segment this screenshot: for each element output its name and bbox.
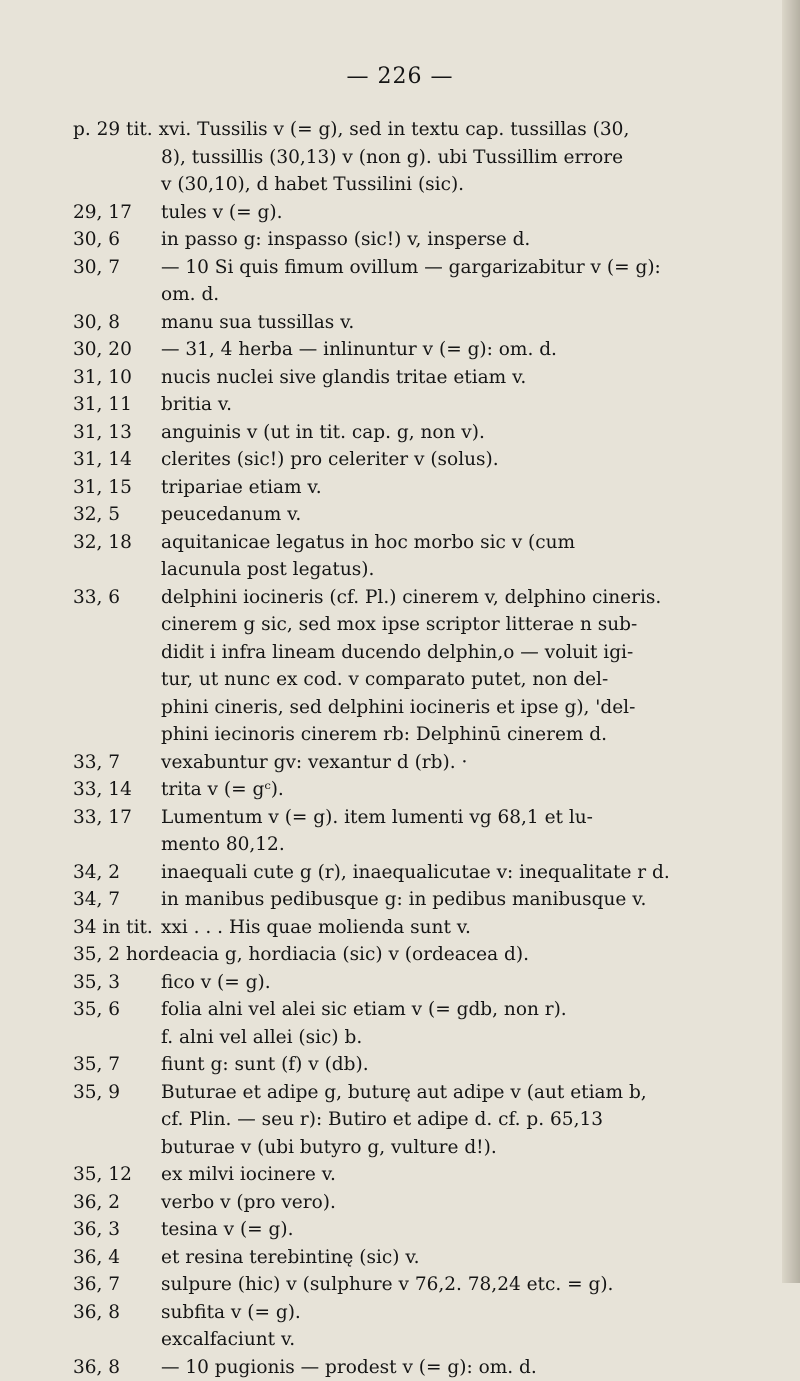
entry-text — [161, 1189, 776, 1217]
entry-line: excalfaciunt v. — [161, 1326, 776, 1354]
entry-text — [161, 254, 776, 309]
apparatus-entry — [0, 446, 800, 474]
entry-line: verbo v (pro vero). — [161, 1189, 776, 1217]
entry-text — [161, 996, 776, 1051]
entry-line: peucedanum v. — [161, 501, 776, 529]
entry-text — [161, 1051, 776, 1079]
entry-line: phini iecinoris cinerem rb: Delphinū cinerem d. — [161, 721, 776, 749]
entry-reference: 31, 11 — [0, 391, 161, 419]
entry-text — [161, 1354, 776, 1381]
entry-reference: 35, 2 — [73, 944, 120, 965]
apparatus-entry — [0, 391, 800, 419]
entry-line: trita v (= gᶜ). — [161, 776, 776, 804]
entry-text — [73, 941, 776, 969]
entry-line: Buturae et adipe g, buturę aut adipe v (aut etiam b, — [161, 1079, 776, 1107]
entry-line: fico v (= g). — [161, 969, 776, 997]
entry-line: anguinis v (ut in tit. cap. g, non v). — [161, 419, 776, 447]
entry-text — [161, 501, 776, 529]
entry-reference: 34, 2 — [0, 859, 161, 887]
entry-line: subfita v (= g). — [161, 1299, 776, 1327]
apparatus-entry — [0, 474, 800, 502]
entry-reference: 31, 14 — [0, 446, 161, 474]
entry-reference: 36, 3 — [0, 1216, 161, 1244]
apparatus-entry — [0, 1244, 800, 1272]
apparatus-entry — [0, 336, 800, 364]
entry-reference: 31, 15 — [0, 474, 161, 502]
entry-reference: 35, 7 — [0, 1051, 161, 1079]
entry-line: tur, ut nunc ex cod. v comparato putet, non del- — [161, 666, 776, 694]
entry-line: hordeacia g, hordiacia (sic) v (ordeacea d). — [126, 944, 529, 965]
entry-line: tripariae etiam v. — [161, 474, 776, 502]
entry-line: manu sua tussillas v. — [161, 309, 776, 337]
critical-apparatus-list — [0, 116, 800, 1381]
entry-text — [161, 804, 776, 859]
apparatus-entry — [0, 1271, 800, 1299]
entry-line: xvi. Tussilis v (= g), sed in textu cap. tussillas (30, — [159, 119, 630, 140]
entry-line: xxi . . . His quae molienda sunt v. — [161, 914, 776, 942]
entry-text — [161, 969, 776, 997]
entry-text — [161, 1161, 776, 1189]
apparatus-entry — [0, 584, 800, 749]
apparatus-entry — [0, 1299, 800, 1354]
entry-text — [161, 1271, 776, 1299]
entry-reference: 35, 9 — [0, 1079, 161, 1162]
entry-reference: 30, 7 — [0, 254, 161, 309]
entry-text — [161, 364, 776, 392]
apparatus-entry — [0, 886, 800, 914]
entry-reference: 35, 3 — [0, 969, 161, 997]
entry-reference: 34 in tit. — [0, 914, 161, 942]
apparatus-entry — [0, 859, 800, 887]
entry-text — [73, 116, 776, 199]
entry-reference: 33, 6 — [0, 584, 161, 749]
apparatus-entry — [0, 749, 800, 777]
entry-line: folia alni vel alei sic etiam v (= gdb, non r). — [161, 996, 776, 1024]
apparatus-entry — [0, 309, 800, 337]
entry-line: 8), tussillis (30,13) v (non g). ubi Tussillim errore — [73, 144, 776, 172]
entry-line: cinerem g sic, sed mox ipse scriptor litterae n sub- — [161, 611, 776, 639]
entry-line: — 10 pugionis — prodest v (= g): om. d. — [161, 1354, 776, 1381]
entry-text — [161, 446, 776, 474]
apparatus-entry — [0, 1189, 800, 1217]
entry-reference: 32, 5 — [0, 501, 161, 529]
entry-reference: p. 29 tit. — [73, 119, 153, 140]
entry-text — [161, 1079, 776, 1162]
entry-text — [161, 886, 776, 914]
entry-line: mento 80,12. — [161, 831, 776, 859]
entry-line: in manibus pedibusque g: in pedibus manibusque v. — [161, 886, 776, 914]
entry-reference: 36, 7 — [0, 1271, 161, 1299]
entry-text — [161, 226, 776, 254]
apparatus-entry — [0, 1354, 800, 1381]
entry-text — [161, 1244, 776, 1272]
entry-line: — 31, 4 herba — inlinuntur v (= g): om. d. — [161, 336, 776, 364]
entry-reference: 36, 8 — [0, 1299, 161, 1354]
apparatus-entry — [0, 969, 800, 997]
entry-reference: 35, 6 — [0, 996, 161, 1051]
apparatus-entry — [0, 116, 800, 199]
entry-line: Lumentum v (= g). item lumenti vg 68,1 et lu- — [161, 804, 776, 832]
apparatus-entry — [0, 776, 800, 804]
entry-text — [161, 529, 776, 584]
entry-reference: 36, 2 — [0, 1189, 161, 1217]
entry-line: fiunt g: sunt (f) v (db). — [161, 1051, 776, 1079]
entry-reference: 31, 10 — [0, 364, 161, 392]
entry-reference: 30, 8 — [0, 309, 161, 337]
entry-line: cf. Plin. — seu r): Butiro et adipe d. cf. p. 65,13 — [161, 1106, 776, 1134]
apparatus-entry — [0, 996, 800, 1051]
entry-line: clerites (sic!) pro celeriter v (solus). — [161, 446, 776, 474]
entry-line: om. d. — [161, 281, 776, 309]
entry-text — [161, 309, 776, 337]
entry-line: britia v. — [161, 391, 776, 419]
entry-line: sulpure (hic) v (sulphure v 76,2. 78,24 etc. = g). — [161, 1271, 776, 1299]
entry-reference: 29, 17 — [0, 199, 161, 227]
apparatus-entry — [0, 1079, 800, 1162]
apparatus-entry — [0, 914, 800, 942]
entry-text — [161, 199, 776, 227]
entry-line: in passo g: inspasso (sic!) v, insperse d. — [161, 226, 776, 254]
entry-line: phini cineris, sed delphini iocineris et ipse g), 'del- — [161, 694, 776, 722]
entry-text — [161, 584, 776, 749]
entry-text — [161, 336, 776, 364]
entry-reference: 35, 12 — [0, 1161, 161, 1189]
entry-line: delphini iocineris (cf. Pl.) cinerem v, delphino cineris. — [161, 584, 776, 612]
entry-line: didit i infra lineam ducendo delphin,o — voluit igi- — [161, 639, 776, 667]
apparatus-entry — [0, 529, 800, 584]
entry-reference: 36, 4 — [0, 1244, 161, 1272]
entry-reference: 31, 13 — [0, 419, 161, 447]
entry-reference: 30, 20 — [0, 336, 161, 364]
entry-text — [161, 914, 776, 942]
entry-text — [161, 749, 776, 777]
entry-text — [161, 776, 776, 804]
entry-line: aquitanicae legatus in hoc morbo sic v (cum — [161, 529, 776, 557]
entry-line: nucis nuclei sive glandis tritae etiam v. — [161, 364, 776, 392]
entry-text — [161, 474, 776, 502]
page-number: — 226 — — [0, 64, 800, 89]
entry-text — [161, 391, 776, 419]
entry-line: tesina v (= g). — [161, 1216, 776, 1244]
entry-reference: 33, 14 — [0, 776, 161, 804]
entry-line: ex milvi iocinere v. — [161, 1161, 776, 1189]
entry-text — [161, 1299, 776, 1354]
entry-reference: 34, 7 — [0, 886, 161, 914]
apparatus-entry — [0, 1051, 800, 1079]
entry-line: tules v (= g). — [161, 199, 776, 227]
apparatus-entry — [0, 804, 800, 859]
apparatus-entry — [0, 364, 800, 392]
entry-reference: 33, 17 — [0, 804, 161, 859]
entry-reference: 33, 7 — [0, 749, 161, 777]
entry-text — [161, 419, 776, 447]
entry-line: vexabuntur gv: vexantur d (rb). · — [161, 749, 776, 777]
apparatus-entry — [0, 501, 800, 529]
entry-line: inaequali cute g (r), inaequalicutae v: inequalitate r d. — [161, 859, 776, 887]
entry-line: v (30,10), d habet Tussilini (sic). — [73, 171, 776, 199]
entry-line: lacunula post legatus). — [161, 556, 776, 584]
entry-line: et resina terebintinę (sic) v. — [161, 1244, 776, 1272]
apparatus-entry — [0, 419, 800, 447]
apparatus-entry — [0, 199, 800, 227]
apparatus-entry — [0, 226, 800, 254]
entry-text — [161, 859, 776, 887]
apparatus-entry — [0, 941, 800, 969]
entry-reference: 36, 8 — [0, 1354, 161, 1381]
entry-line: — 10 Si quis fimum ovillum — gargarizabitur v (= g): — [161, 254, 776, 282]
entry-line: f. alni vel allei (sic) b. — [161, 1024, 776, 1052]
apparatus-entry — [0, 1161, 800, 1189]
entry-reference: 32, 18 — [0, 529, 161, 584]
entry-text — [161, 1216, 776, 1244]
entry-line: buturae v (ubi butyro g, vulture d!). — [161, 1134, 776, 1162]
entry-reference: 30, 6 — [0, 226, 161, 254]
apparatus-entry — [0, 1216, 800, 1244]
apparatus-entry — [0, 254, 800, 309]
